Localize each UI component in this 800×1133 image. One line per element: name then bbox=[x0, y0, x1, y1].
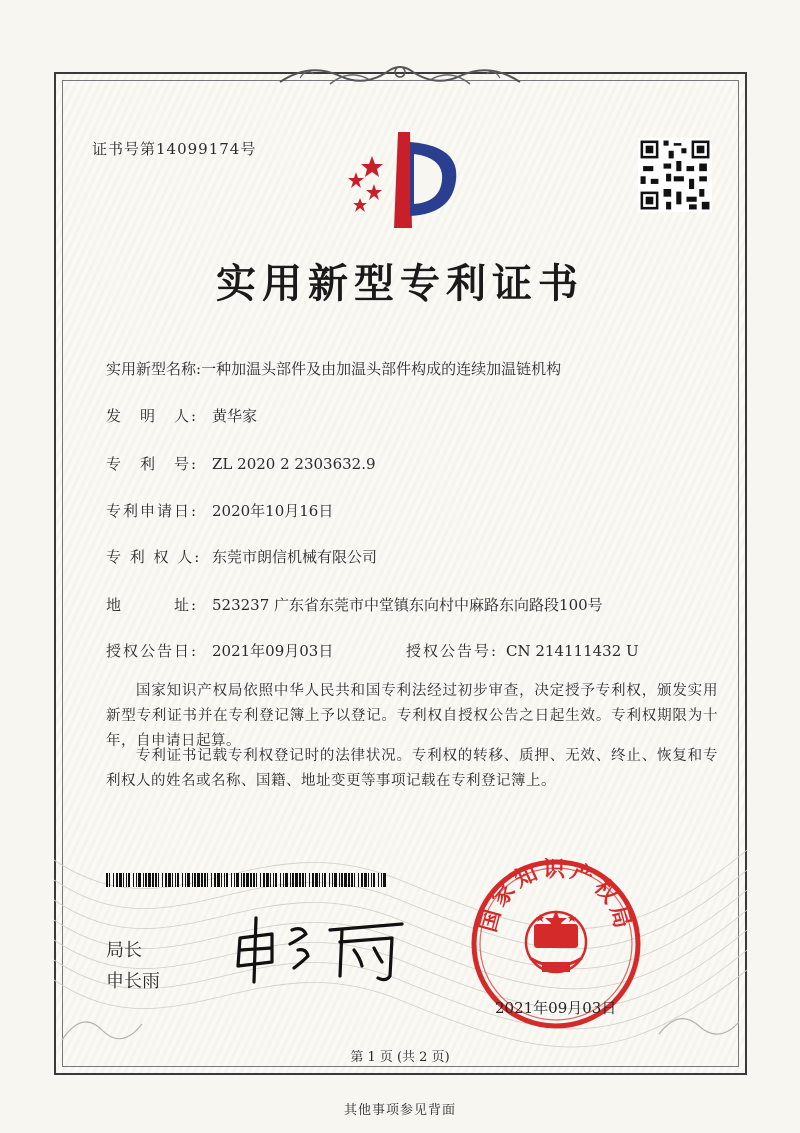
address-value: 523237 广东省东莞市中堂镇东向村中麻路东向路段100号 bbox=[212, 596, 603, 614]
director-name: 申长雨 bbox=[106, 971, 160, 992]
grant-date-label: 授权公告日: bbox=[106, 642, 199, 660]
grant-number-label: 授权公告号: bbox=[406, 642, 499, 660]
utility-name-row bbox=[106, 358, 561, 379]
patent-number-value: ZL 2020 2 2303632.9 bbox=[212, 455, 376, 473]
page-number: 第 1 页 (共 2 页) bbox=[350, 1050, 450, 1065]
seal-date: 2021年09月03日 bbox=[495, 999, 617, 1017]
patent-number-row bbox=[106, 453, 376, 474]
inventor-label: 发 明 人: bbox=[106, 407, 199, 425]
cnipa-emblem-icon bbox=[338, 128, 462, 232]
inventor-value: 黄华家 bbox=[212, 407, 258, 425]
patentee-label: 专 利 权 人: bbox=[106, 548, 202, 566]
qr-code-icon bbox=[638, 138, 712, 212]
filing-date-value: 2020年10月16日 bbox=[212, 502, 334, 520]
top-ornament-icon bbox=[270, 54, 530, 94]
signature-icon bbox=[232, 910, 412, 990]
grant-number-value: CN 214111432 U bbox=[506, 642, 639, 660]
patent-number-label: 专 利 号: bbox=[106, 455, 199, 473]
filing-date-label: 专利申请日: bbox=[106, 502, 199, 520]
seal-text: 国家知识产权局 bbox=[476, 858, 636, 935]
patentee-row bbox=[106, 546, 377, 567]
inventor-row bbox=[106, 405, 257, 426]
address-label: 地 址: bbox=[106, 596, 199, 614]
grant-statement-paragraph: 国家知识产权局依照中华人民共和国专利法经过初步审查，决定授予专利权，颁发实用新型专利证书并在专利登记簿上予以登记。专利权自授权公告之日起生效。专利权期限为十年，自申请日起算。 bbox=[106, 683, 718, 749]
director-block bbox=[106, 935, 160, 997]
utility-name-value: 一种加温头部件及由加温头部件构成的连续加温链机构 bbox=[201, 360, 562, 378]
patentee-value: 东莞市朗信机械有限公司 bbox=[212, 548, 378, 566]
grant-date-value: 2021年09月03日 bbox=[212, 642, 334, 660]
footer-note: 其他事项参见背面 bbox=[343, 1103, 456, 1118]
address-row bbox=[106, 594, 603, 615]
director-title: 局长 bbox=[106, 940, 142, 961]
grant-date-row bbox=[106, 640, 333, 661]
filing-date-row bbox=[106, 500, 333, 521]
legal-status-paragraph: 专利证书记载专利权登记时的法律状况。专利权的转移、质押、无效、终止、恢复和专利权人的姓名或名称、国籍、地址变更等事项记载在专利登记簿上。 bbox=[106, 748, 718, 789]
certificate-number: 证书号第14099174号 bbox=[92, 140, 257, 158]
certificate-title: 实用新型专利证书 bbox=[216, 260, 584, 307]
barcode-icon bbox=[106, 873, 388, 887]
utility-name-label: 实用新型名称: bbox=[106, 360, 202, 378]
grant-number-row bbox=[406, 640, 639, 661]
